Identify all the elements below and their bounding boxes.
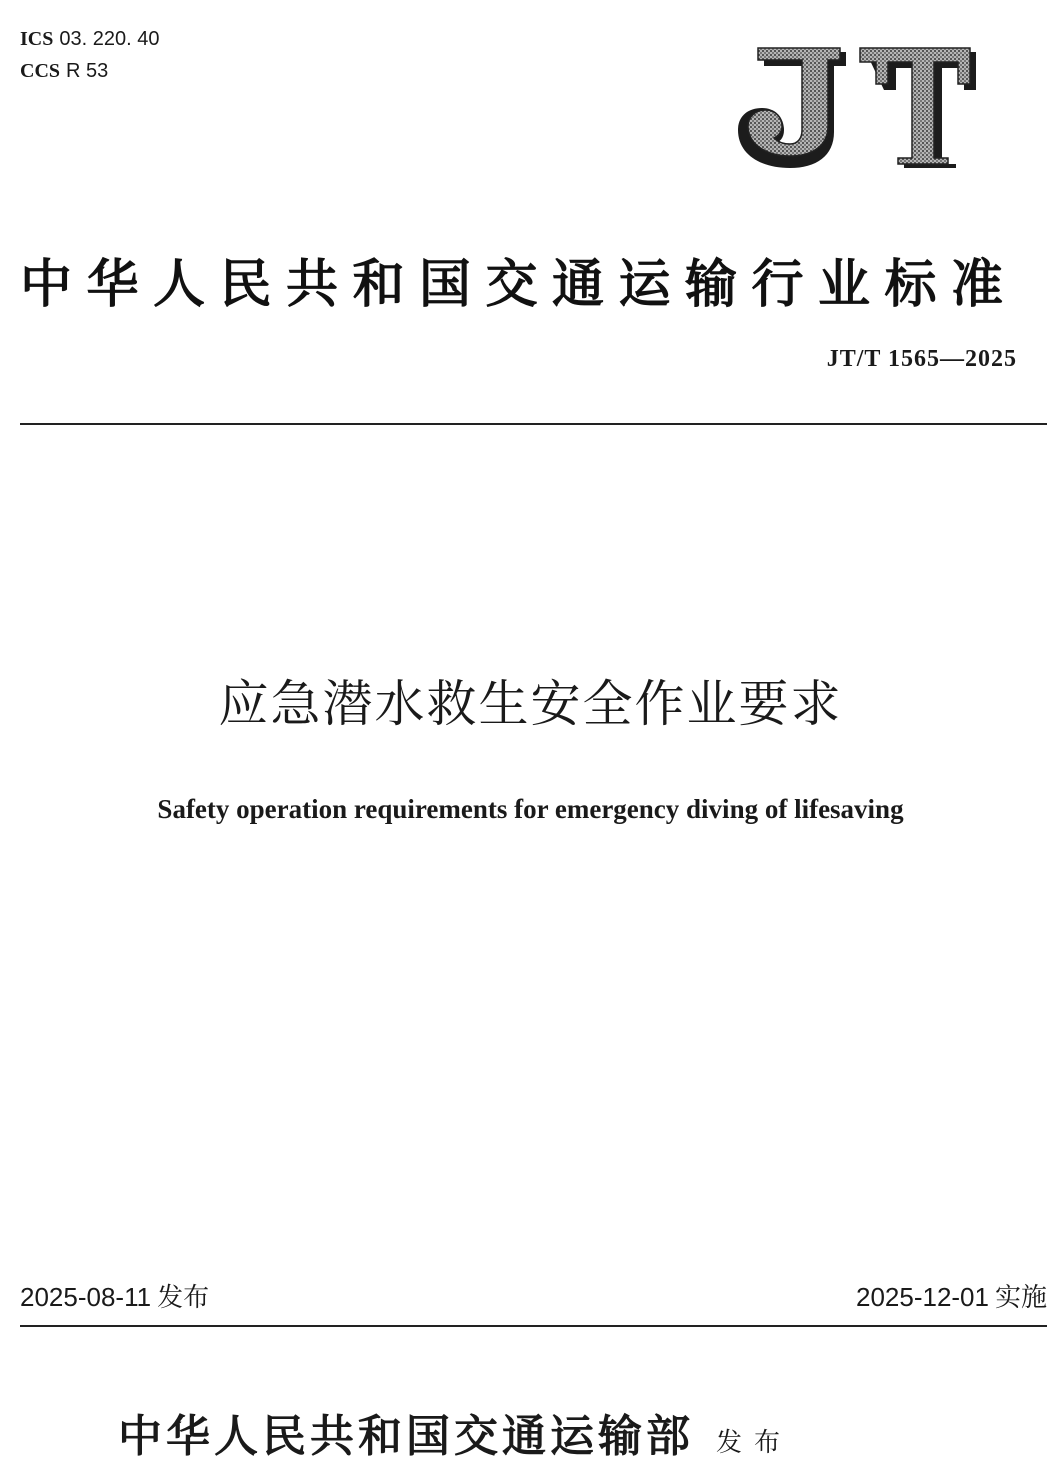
implementation-date-value: 2025-12-01: [855, 1282, 989, 1312]
issuer: [118, 1400, 792, 1464]
implementation-date: [856, 1277, 1047, 1314]
issue-date-value: 2025-08-11: [20, 1282, 152, 1312]
ccs-label: CCS: [20, 60, 61, 82]
footer-divider: [20, 1325, 1047, 1327]
industry-standard-title: 中华人民共和国交通运输行业标准: [20, 254, 1018, 315]
jt-logo-icon: [734, 46, 980, 170]
issuer-name: 中华人民共和国交通运输部: [118, 1411, 694, 1462]
issue-date-label: 发布: [157, 1283, 210, 1313]
ics-value: 03. 220. 40: [59, 28, 160, 50]
document-title-chinese: 应急潜水救生安全作业要求: [218, 675, 843, 733]
ccs-code: [20, 60, 108, 83]
standard-number: JT/T 1565—2025: [826, 346, 1017, 372]
ics-code: [20, 28, 159, 51]
header-divider: [20, 423, 1047, 425]
issuer-action: 发布: [716, 1428, 793, 1458]
implementation-date-label: 实施: [994, 1283, 1047, 1313]
ics-label: ICS: [20, 28, 54, 50]
ccs-value: R 53: [66, 60, 109, 82]
issue-date: [20, 1277, 209, 1314]
document-title-english: Safety operation requirements for emergency diving of lifesaving: [157, 794, 904, 824]
